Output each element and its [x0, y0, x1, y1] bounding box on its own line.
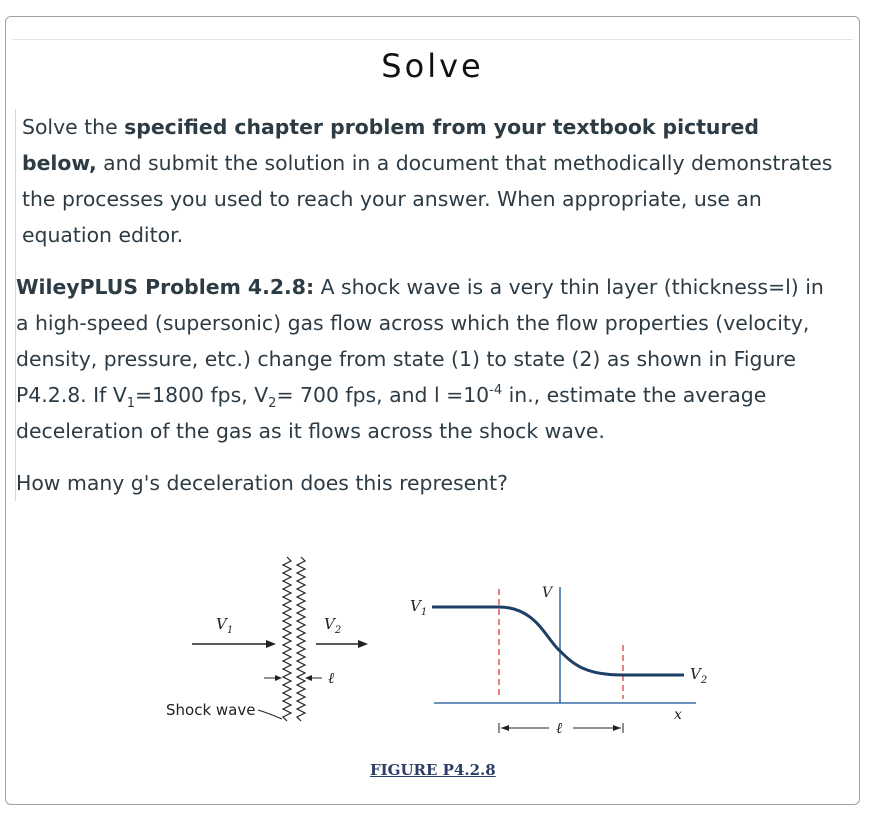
v2-label-right: $V_2$ [690, 665, 708, 686]
v-axis-label: V [542, 585, 553, 601]
v1-label-left: $V_1$ [216, 615, 234, 636]
l-label-right: ℓ [556, 719, 563, 737]
problem-body [15, 109, 836, 501]
shock-layer [283, 557, 305, 721]
shock-wave-figure [156, 547, 736, 797]
instructions-emphasis: specified chapter problem from your textbook pictured below, [22, 115, 759, 175]
v2-label-left: $V_2$ [324, 615, 342, 636]
question-paragraph: How many g's deceleration does this represent? [16, 471, 508, 495]
l-label-left: ℓ [328, 669, 335, 687]
content-card [5, 16, 860, 805]
shock-zigzag-right [297, 557, 305, 721]
shock-wave-label: Shock wave [166, 701, 256, 719]
problem-paragraph [16, 269, 836, 449]
problem-subscript: 1 [126, 396, 136, 412]
problem-label: WileyPLUS Problem 4.2.8: [16, 275, 315, 299]
problem-text: in., estimate the average deceleration of the gas as it flows across the shock wave. [16, 383, 767, 443]
figure-caption[interactable]: FIGURE P4.2.8 [370, 761, 496, 779]
thickness-dimension-left [264, 675, 322, 681]
divider [12, 39, 853, 40]
velocity-plot [410, 585, 707, 737]
problem-text: A shock wave is a very thin layer (thickness=l) in a high-speed (supersonic) gas flow across which the flow properties (velocity, density, pressure, etc.) change from state (1) to state (2) as shown in Figure P4.2.8. If V [16, 275, 824, 407]
v2-arrow-left [316, 640, 368, 648]
instructions-paragraph [16, 109, 836, 253]
instructions-text-end: and submit the solution in a document that methodically demonstrates the processes you used to reach your answer. When appropriate, use an equation editor. [22, 151, 833, 247]
v1-arrow-left [192, 640, 276, 648]
shock-zigzag-left [283, 557, 291, 721]
x-axis-label: x [674, 707, 682, 723]
page-title: Solve [381, 47, 484, 85]
velocity-curve [432, 607, 684, 675]
instructions-text: Solve the [22, 115, 125, 139]
shock-wave-pointer [258, 710, 282, 719]
v1-label-right: $V_1$ [410, 597, 428, 618]
problem-superscript: -4 [489, 383, 503, 399]
problem-text: = 700 fps, and l =10 [276, 383, 490, 407]
problem-text: =1800 fps, V [135, 383, 269, 407]
problem-subscript: 2 [268, 396, 277, 412]
